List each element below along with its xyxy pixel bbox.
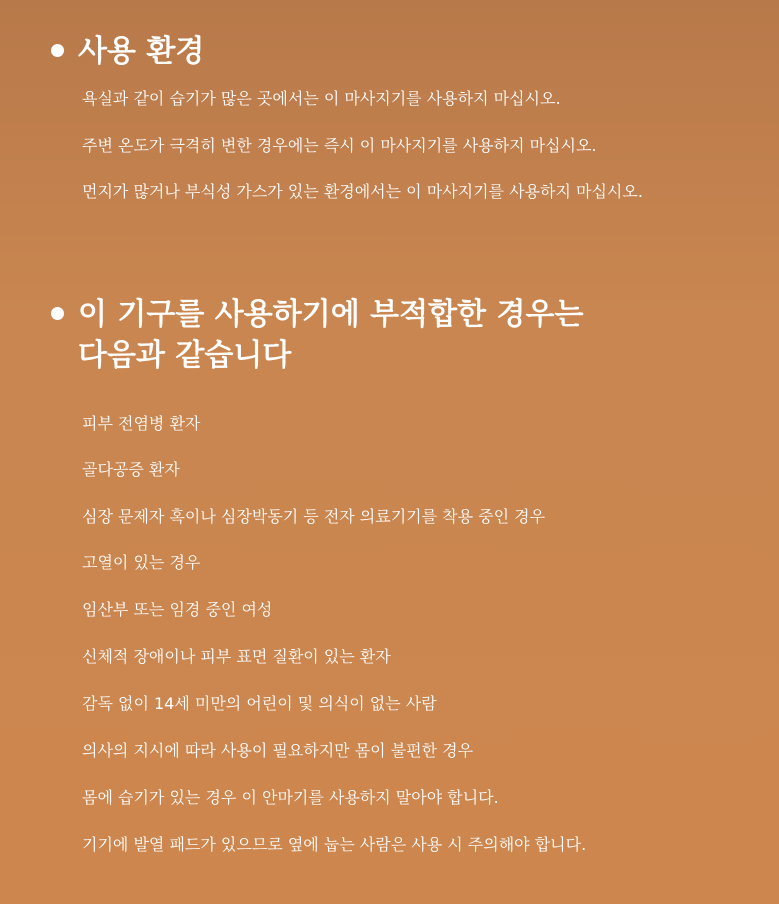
unsuitable-item-1: 피부 전염병 환자 bbox=[82, 414, 201, 433]
environment-heading-text: 사용 환경 bbox=[78, 34, 205, 69]
environment-item-1: 욕실과 같이 습기가 많은 곳에서는 이 마사지기를 사용하지 마십시오. bbox=[82, 89, 561, 108]
unsuitable-item-2: 골다공증 환자 bbox=[82, 460, 180, 479]
bullet-icon bbox=[51, 307, 64, 320]
environment-item-3: 먼지가 많거나 부식성 가스가 있는 환경에서는 이 마사지기를 사용하지 마십시오. bbox=[82, 182, 643, 201]
unsuitable-item-3: 심장 문제자 혹이나 심장박동기 등 전자 의료기기를 착용 중인 경우 bbox=[82, 507, 546, 526]
unsuitable-heading-line2: 다음과 같습니다 bbox=[78, 338, 292, 373]
unsuitable-item-9: 몸에 습기가 있는 경우 이 안마기를 사용하지 말아야 합니다. bbox=[82, 788, 499, 807]
environment-section bbox=[0, 31, 779, 72]
unsuitable-item-8: 의사의 지시에 따라 사용이 필요하지만 몸이 불편한 경우 bbox=[82, 741, 474, 760]
unsuitable-item-4: 고열이 있는 경우 bbox=[82, 553, 201, 572]
unsuitable-item-5: 임산부 또는 임경 중인 여성 bbox=[82, 600, 273, 619]
unsuitable-heading bbox=[0, 294, 779, 376]
environment-heading bbox=[0, 31, 779, 72]
unsuitable-item-7: 감독 없이 14세 미만의 어린이 및 의식이 없는 사람 bbox=[82, 694, 437, 713]
unsuitable-section bbox=[0, 294, 779, 376]
environment-item-2: 주변 온도가 극격히 변한 경우에는 즉시 이 마사지기를 사용하지 마십시오. bbox=[82, 136, 597, 155]
unsuitable-item-10: 기기에 발열 패드가 있으므로 옆에 눕는 사람은 사용 시 주의해야 합니다. bbox=[82, 835, 587, 854]
unsuitable-item-6: 신체적 장애이나 피부 표면 질환이 있는 환자 bbox=[82, 647, 391, 666]
unsuitable-heading-line1: 이 기구를 사용하기에 부적합한 경우는 bbox=[78, 297, 584, 332]
bullet-icon bbox=[51, 44, 64, 57]
